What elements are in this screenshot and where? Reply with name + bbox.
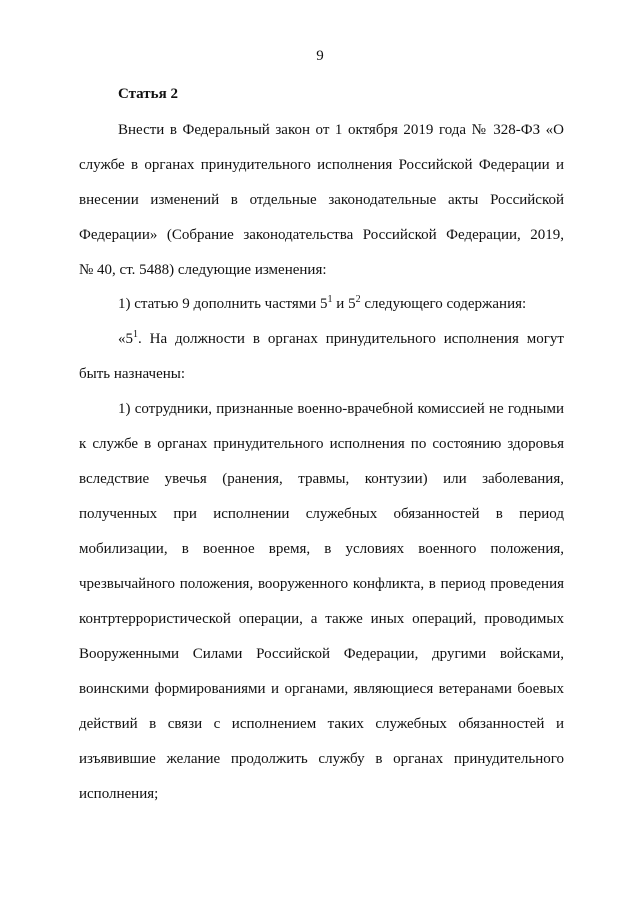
superscript: 1 [327, 294, 333, 305]
text-line: № 40, ст. 5488) следующие изменения: [79, 262, 327, 278]
text-line: вследствие увечья (ранения, травмы, контузии) или заболевания, [79, 471, 564, 487]
text-fragment: и 5 [332, 296, 356, 312]
article-heading: Статья 2 [118, 86, 178, 102]
text-line: службе в органах принудительного исполнения Российской Федерации и [79, 157, 564, 173]
text-line: Внести в Федеральный закон от 1 октября 2019 года № 328-ФЗ «О [118, 122, 564, 138]
text-line: внесении изменений в отдельные законодательные акты Российской [79, 192, 564, 208]
text-line-amendment [118, 294, 526, 314]
text-line: Вооруженными Силами Российской Федерации, другими войсками, [79, 646, 564, 662]
text-line: 1) сотрудники, признанные военно-врачебной комиссией не годными [118, 401, 564, 417]
text-line: Федерации» (Собрание законодательства Российской Федерации, 2019, [79, 227, 564, 243]
text-line: полученных при исполнении служебных обязанностей в период [79, 506, 564, 522]
text-line-part-5-1 [118, 329, 564, 349]
text-line: мобилизации, в военное время, в условиях военного положения, [79, 541, 564, 557]
superscript: 2 [355, 294, 361, 305]
text-fragment: 1) статью 9 дополнить частями 5 [118, 296, 328, 312]
superscript: 1 [133, 329, 138, 340]
text-line: действий в связи с исполнением таких служебных обязанностей и [79, 716, 564, 732]
text-line: воинскими формированиями и органами, являющиеся ветеранами боевых [79, 681, 564, 697]
text-line: исполнения; [79, 786, 159, 802]
text-line: к службе в органах принудительного исполнения по состоянию здоровья [79, 436, 564, 452]
text-fragment: . На должности в органах принудительного исполнения могут [138, 331, 564, 347]
text-fragment: следующего содержания: [360, 296, 527, 312]
page-number: 9 [316, 48, 324, 64]
text-line: быть назначены: [79, 366, 186, 382]
text-line: контртеррористической операции, а также иных операций, проводимых [79, 611, 564, 627]
text-fragment: «5 [118, 331, 133, 347]
text-line: чрезвычайного положения, вооруженного конфликта, в период проведения [79, 576, 564, 592]
text-line: изъявившие желание продолжить службу в органах принудительного [79, 751, 564, 767]
